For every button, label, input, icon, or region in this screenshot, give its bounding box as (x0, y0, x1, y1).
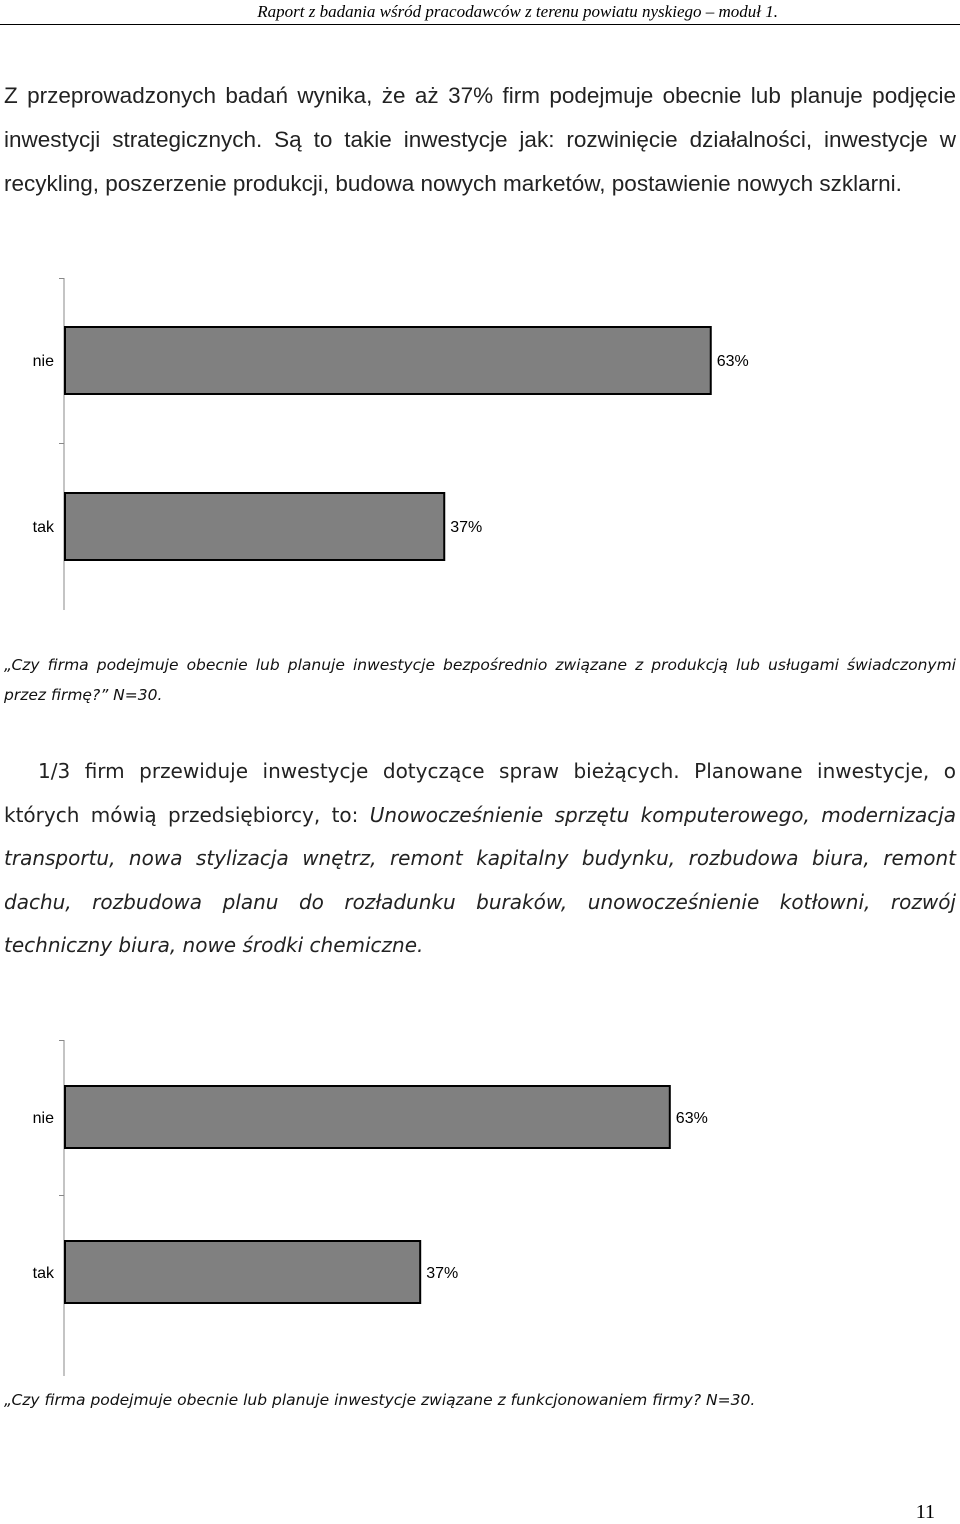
page-header (0, 0, 960, 25)
category-label-nie: nie (32, 1110, 54, 1127)
intro-paragraph: Z przeprowadzonych badań wynika, że aż 37% firm podejmuje obecnie lub planuje podjęcie inwestycji strategicznych. Są to takie inwestycje jak: rozwinięcie działalności, inwestycje w recykling, poszerzenie produkcji, budowa nowych marketów, postawienie nowych szklarni. (4, 83, 956, 196)
category-label-tak: tak (32, 519, 54, 536)
value-label-nie: 63% (675, 1110, 708, 1127)
chart-caption-2: „Czy firma podejmuje obecnie lub planuje inwestycje związane z funkcjonowaniem firmy? N=30. (4, 1391, 756, 1409)
value-label-nie: 63% (716, 353, 749, 370)
category-label-tak: tak (32, 1265, 54, 1282)
investment-list: Unowocześnienie sprzętu komputerowego, modernizacja transportu, nowa stylizacja wnętrz, remont kapitalny budynku, rozbudowa biura, remont dachu, rozbudowa planu do rozładunku buraków, unowocześnienie kotłowni, rozwój techniczny biura, nowe środki chemiczne. (4, 802, 957, 957)
chart-operational-investments (0, 1040, 960, 1376)
value-label-tak: 37% (450, 519, 483, 536)
bar-tak (65, 493, 444, 560)
chart-caption-1: „Czy firma podejmuje obecnie lub planuje inwestycje bezpośrednio związane z produkcją lub usługami świadczonymi przez firmę?” N=30. (4, 656, 956, 704)
value-label-tak: 37% (426, 1265, 459, 1282)
running-title: Raport z badania wśród pracodawców z terenu powiatu nyskiego – moduł 1. (257, 2, 778, 21)
bar-tak (65, 1241, 420, 1303)
lead-text: 1/3 firm przewiduje inwestycje dotyczące spraw bieżących. Planowane inwestycje, o których mówią przedsiębiorcy, to: (4, 759, 956, 827)
chart-strategic-investments (0, 278, 960, 610)
current-investments-paragraph (4, 750, 956, 968)
chart-svg (0, 278, 960, 610)
bar-nie (65, 327, 711, 394)
bar-nie (65, 1086, 670, 1148)
category-label-nie: nie (32, 353, 54, 370)
page-number: 11 (915, 1501, 935, 1523)
chart-svg (0, 1040, 960, 1376)
